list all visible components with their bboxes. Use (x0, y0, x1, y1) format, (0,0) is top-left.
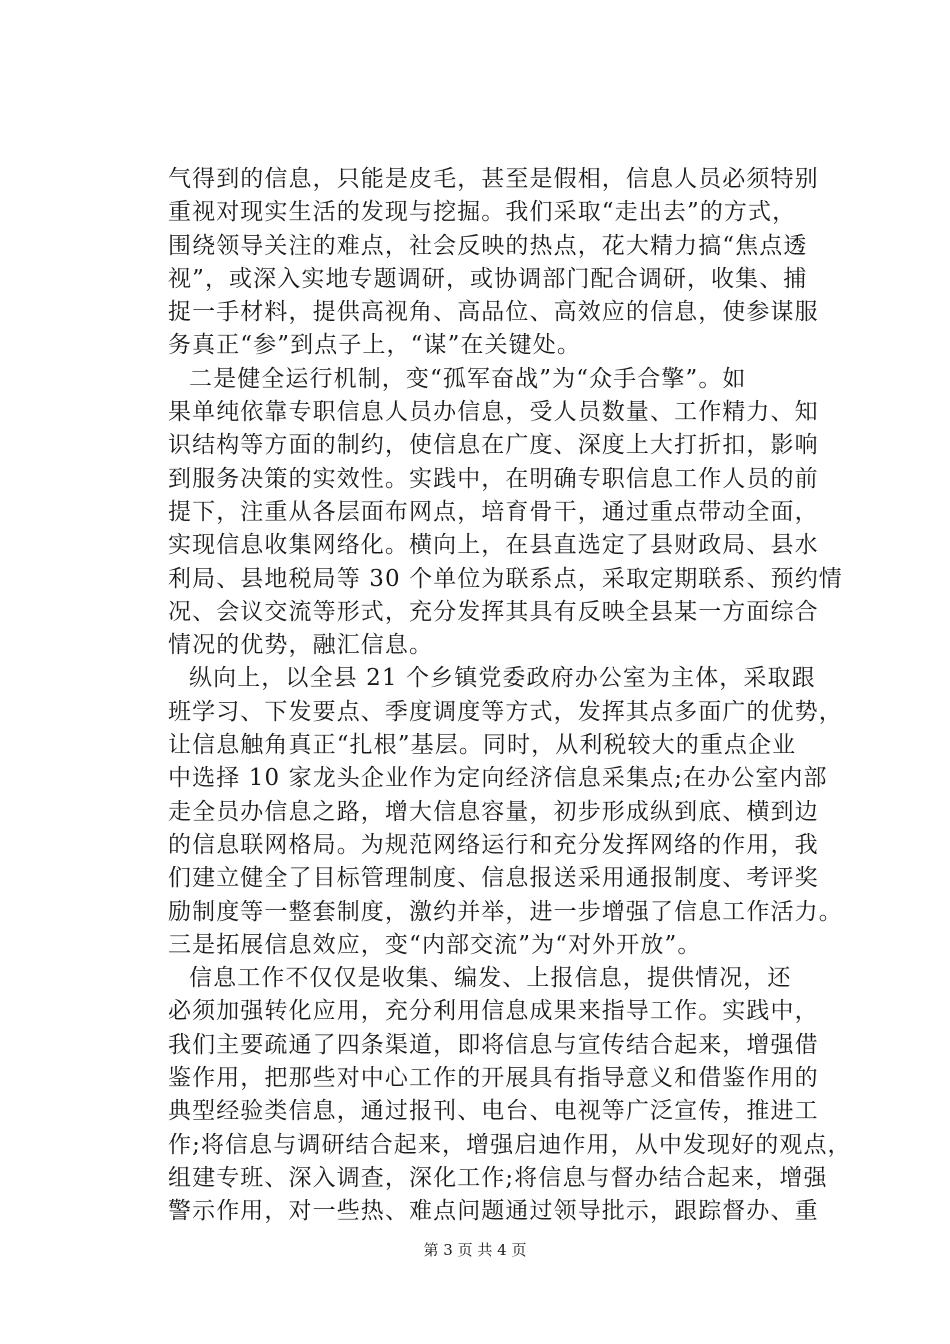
text-line: 纵向上，以全县 21 个乡镇党委政府办公室为主体，采取跟 (189, 665, 816, 692)
text-line: 到服务决策的实效性。实践中，在明确专职信息工作人员的前 (168, 465, 819, 492)
text-line: 实现信息收集网络化。横向上，在县直选定了县财政局、县水 (168, 532, 819, 559)
text-line: 中选择 10 家龙头企业作为定向经济信息采集点;在办公室内部 (168, 765, 828, 792)
text-line: 提下，注重从各层面布网点，培育骨干，通过重点带动全面， (168, 498, 819, 525)
text-line: 班学习、下发要点、季度调度等方式，发挥其点多面广的优势， (168, 698, 843, 725)
text-line: 果单纯依靠专职信息人员办信息，受人员数量、工作精力、知 (168, 399, 819, 426)
text-line: 作;将信息与调研结合起来，增强启迪作用，从中发现好的观点， (168, 1131, 852, 1158)
text-line: 重视对现实生活的发现与挖掘。我们采取“走出去”的方式， (168, 199, 797, 226)
text-line: 视”，或深入实地专题调研，或协调部门配合调研，收集、捕 (168, 265, 808, 292)
page-footer: 第 3 页 共 4 页 (423, 1241, 527, 1259)
text-line: 务真正“参”到点子上，“谋”在关键处。 (168, 332, 581, 359)
text-line: 气得到的信息，只能是皮毛，甚至是假相，信息人员必须特别 (168, 166, 819, 192)
text-line: 情况的优势，融汇信息。 (168, 632, 434, 659)
document-body (168, 163, 852, 1229)
text-line: 必须加强转化应用，充分利用信息成果来指导工作。实践中， (168, 998, 819, 1025)
text-line: 我们主要疏通了四条渠道，即将信息与宣传结合起来，增强借 (168, 1031, 819, 1058)
text-line: 走全员办信息之路，增大信息容量，初步形成纵到底、横到边 (168, 798, 819, 825)
text-line: 们建立健全了目标管理制度、信息报送采用通报制度、考评奖 (168, 865, 819, 892)
text-line: 捉一手材料，提供高视角、高品位、高效应的信息，使参谋服 (168, 299, 819, 326)
text-line: 三是拓展信息效应，变“内部交流”为“对外开放”。 (168, 931, 702, 958)
text-line: 让信息触角真正“扎根”基层。同时，从利税较大的重点企业 (168, 732, 797, 759)
text-line: 况、会议交流等形式，充分发挥其具有反映全县某一方面综合 (168, 598, 819, 625)
text-line: 励制度等一整套制度，激约并举，进一步增强了信息工作活力。 (168, 898, 843, 925)
text-line: 组建专班、深入调查，深化工作;将信息与督办结合起来，增强 (168, 1164, 828, 1191)
text-line: 信息工作不仅仅是收集、编发、上报信息，提供情况，还 (189, 965, 792, 992)
text-line: 典型经验类信息，通过报刊、电台、电视等广泛宣传，推进工 (168, 1098, 819, 1125)
text-line: 识结构等方面的制约，使信息在广度、深度上大打折扣，影响 (168, 432, 819, 459)
text-line: 的信息联网格局。为规范网络运行和充分发挥网络的作用，我 (168, 831, 819, 858)
text-line: 鉴作用，把那些对中心工作的开展具有指导意义和借鉴作用的 (168, 1065, 819, 1092)
text-line: 利局、县地税局等 30 个单位为联系点，采取定期联系、预约情 (168, 565, 843, 592)
text-line: 围绕领导关注的难点，社会反映的热点，花大精力搞“焦点透 (168, 232, 808, 259)
text-line: 警示作用，对一些热、难点问题通过领导批示，跟踪督办、重 (168, 1198, 819, 1225)
text-line: 二是健全运行机制，变“孤军奋战”为“众手合擎”。如 (189, 365, 747, 392)
